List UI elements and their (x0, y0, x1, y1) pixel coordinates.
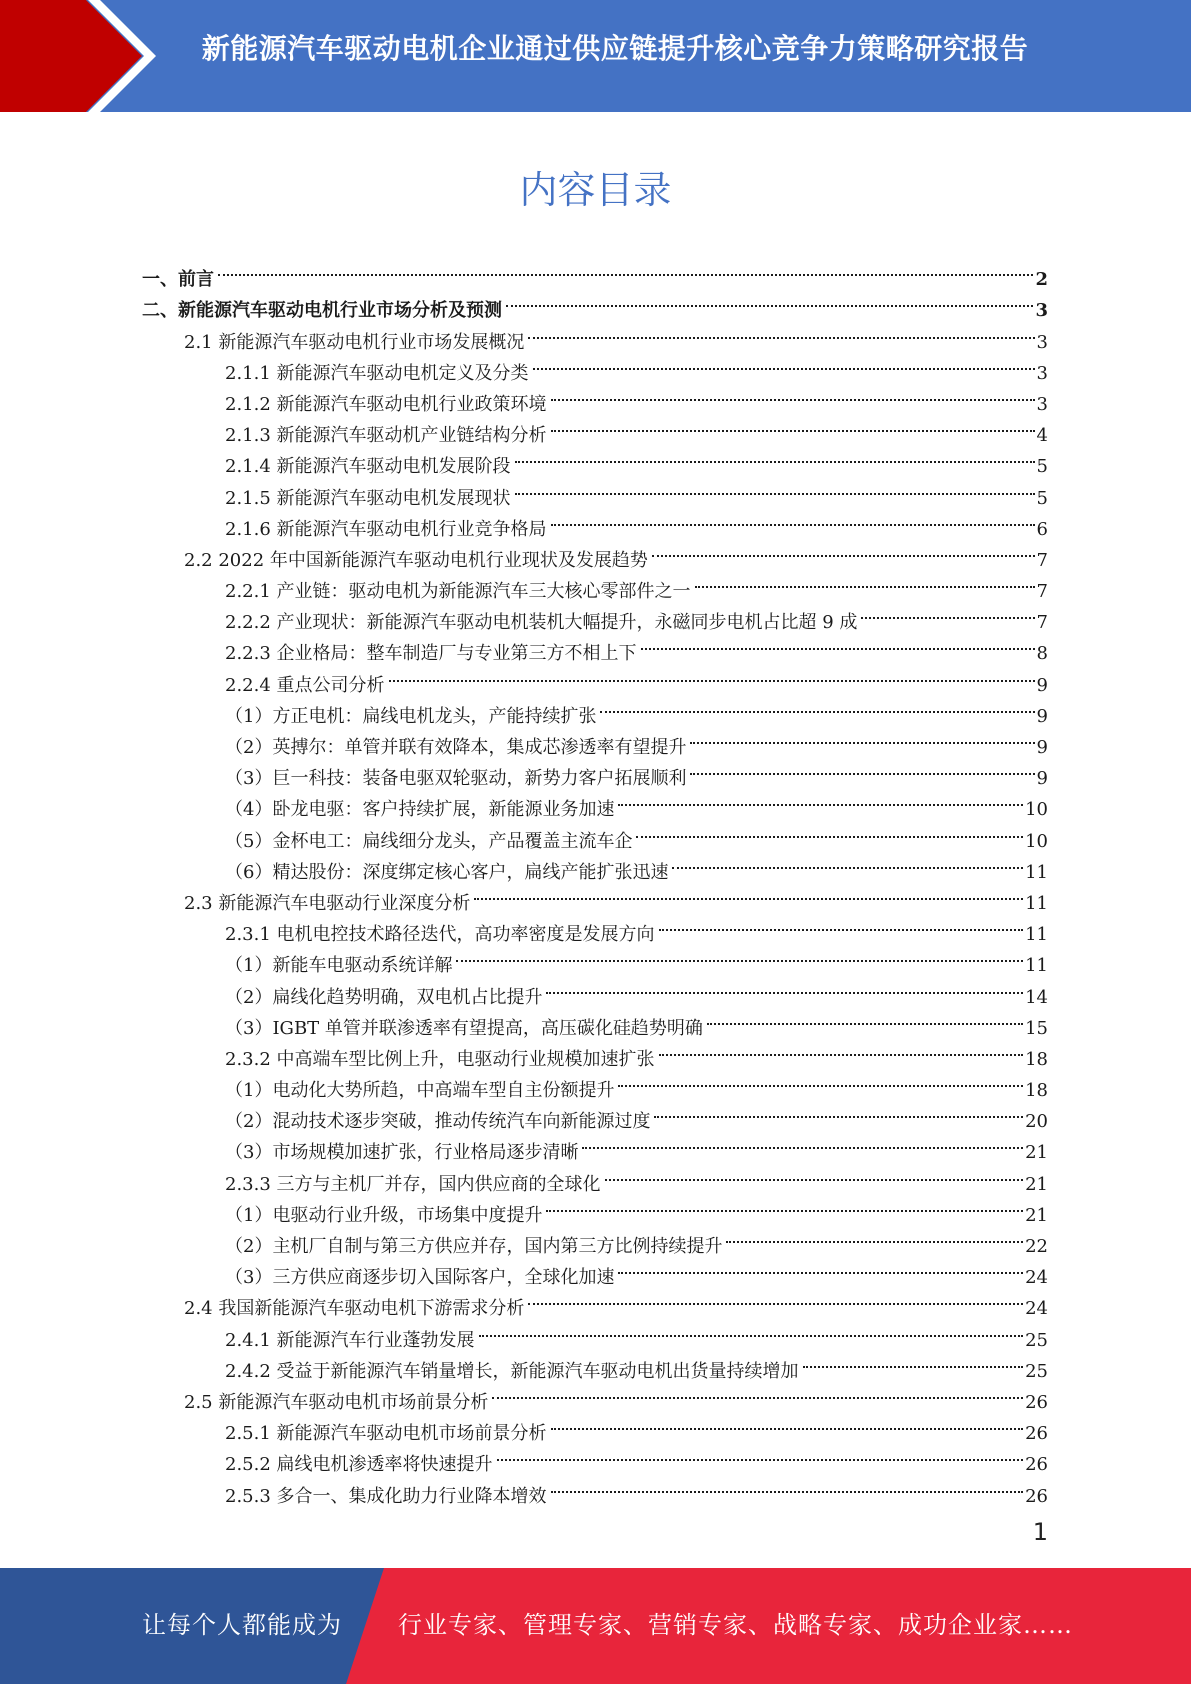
toc-entry-title: 2.1.6 新能源汽车驱动电机行业竞争格局 (225, 518, 547, 540)
table-of-contents (142, 254, 1048, 1507)
dot-leader (690, 722, 1034, 753)
toc-entry-page: 26 (1025, 1454, 1048, 1476)
toc-entry-title: 2.1.4 新能源汽车驱动电机发展阶段 (225, 456, 511, 478)
toc-entry-title: 2.1.3 新能源汽车驱动机产业链结构分析 (225, 425, 547, 447)
toc-entry-page: 11 (1025, 924, 1048, 946)
toc-entry-title: 2.2.3 企业格局：整车制造厂与专业第三方不相上下 (225, 643, 637, 665)
dot-leader (218, 254, 1033, 285)
dot-leader (533, 348, 1035, 379)
toc-entry-title: 2.5 新能源汽车驱动电机市场前景分析 (184, 1391, 489, 1413)
toc-entry-title: 2.5.2 扁线电机渗透率将快速提升 (225, 1454, 493, 1476)
toc-entry-title: 2.1.5 新能源汽车驱动电机发展现状 (225, 487, 511, 509)
toc-entry-page: 18 (1025, 1048, 1048, 1070)
dot-leader (389, 659, 1035, 690)
toc-entry-page: 10 (1025, 799, 1048, 821)
toc-entry-page: 21 (1025, 1173, 1048, 1195)
toc-entry-page: 20 (1025, 1111, 1048, 1133)
toc-entry-title: 2.3.3 三方与主机厂并存，国内供应商的全球化 (225, 1173, 601, 1195)
header-banner (0, 0, 1191, 112)
toc-entry-title: （2）扁线化趋势明确，双电机占比提升 (225, 986, 543, 1008)
toc-entry-page: 3 (1036, 362, 1048, 384)
toc-entry-title: 2.1.1 新能源汽车驱动电机定义及分类 (225, 362, 529, 384)
toc-entry-page: 15 (1025, 1017, 1048, 1039)
toc-entry-page: 24 (1025, 1298, 1048, 1320)
toc-entry-page: 18 (1025, 1080, 1048, 1102)
toc-entry-title: 2.3.2 中高端车型比例上升，电驱动行业规模加速扩张 (225, 1048, 655, 1070)
toc-entry-title: （1）新能车电驱动系统详解 (225, 955, 453, 977)
toc-entry-title: 2.2.1 产业链：驱动电机为新能源汽车三大核心零部件之一 (225, 581, 691, 603)
toc-entry-page: 9 (1036, 674, 1048, 696)
toc-entry-title: 二、新能源汽车驱动电机行业市场分析及预测 (142, 300, 502, 322)
toc-entry-title: （2）混动技术逐步突破，推动传统汽车向新能源过度 (225, 1111, 651, 1133)
toc-entry-title: 2.5.3 多合一、集成化助力行业降本增效 (225, 1485, 547, 1507)
toc-entry-page: 10 (1025, 830, 1048, 852)
toc-entry-page: 14 (1025, 986, 1048, 1008)
toc-heading: 内容目录 (519, 168, 672, 212)
dot-leader (551, 410, 1035, 441)
footer-professions: 行业专家、管理专家、营销专家、战略专家、成功企业家…… (398, 1611, 1073, 1639)
dot-leader (672, 847, 1023, 878)
dot-leader (636, 815, 1023, 846)
toc-entry-page: 3 (1036, 393, 1048, 415)
dot-leader (479, 1314, 1024, 1345)
toc-entry-title: （3）三方供应商逐步切入国际客户，全球化加速 (225, 1267, 615, 1289)
toc-entry-title: （6）精达股份：深度绑定核心客户，扁线产能扩张迅速 (225, 861, 669, 883)
toc-entry-page: 24 (1025, 1267, 1048, 1289)
toc-entry-page: 11 (1025, 892, 1048, 914)
toc-entry[interactable] (142, 254, 1048, 291)
dot-leader (551, 379, 1035, 410)
toc-entry-page: 26 (1025, 1423, 1048, 1445)
dot-leader (618, 1065, 1023, 1096)
toc-entry-title: 2.1 新能源汽车驱动电机行业市场发展概况 (184, 331, 525, 353)
toc-entry-page: 25 (1025, 1360, 1048, 1382)
toc-entry-title: 2.1.2 新能源汽车驱动电机行业政策环境 (225, 393, 547, 415)
dot-leader (726, 1221, 1023, 1252)
toc-entry-title: 一、前言 (142, 269, 214, 291)
dot-leader (861, 597, 1034, 628)
toc-entry-page: 11 (1025, 955, 1048, 977)
toc-entry-title: （5）金杯电工：扁线细分龙头，产品覆盖主流车企 (225, 830, 633, 852)
dot-leader (600, 691, 1034, 722)
dot-leader (641, 628, 1035, 659)
dot-leader (618, 1252, 1023, 1283)
dot-leader (654, 1096, 1023, 1127)
report-title: 新能源汽车驱动电机企业通过供应链提升核心竞争力策略研究报告 (201, 32, 1029, 65)
dot-leader (506, 285, 1033, 316)
toc-entry-title: 2.2 2022 年中国新能源汽车驱动电机行业现状及发展趋势 (184, 549, 648, 571)
dot-leader (546, 1190, 1023, 1221)
toc-entry-page: 5 (1036, 487, 1048, 509)
toc-entry-page: 22 (1025, 1236, 1048, 1257)
toc-entry-title: （1）电驱动行业升级，市场集中度提升 (225, 1204, 543, 1226)
toc-entry-title: 2.2.2 产业现状：新能源汽车驱动电机装机大幅提升，永磁同步电机占比超 9 成 (225, 612, 858, 634)
toc-entry-page: 8 (1036, 643, 1048, 665)
toc-entry-title: 2.4 我国新能源汽车驱动电机下游需求分析 (184, 1298, 525, 1320)
toc-entry-title: 2.4.2 受益于新能源汽车销量增长，新能源汽车驱动电机出货量持续增加 (225, 1360, 799, 1382)
toc-entry-page: 7 (1036, 549, 1048, 571)
dot-leader (695, 566, 1035, 597)
toc-entry-page: 11 (1025, 861, 1048, 883)
toc-entry-title: （3）市场规模加速扩张，行业格局逐步清晰 (225, 1142, 579, 1164)
toc-entry-page: 9 (1036, 705, 1048, 727)
dot-leader (707, 1003, 1023, 1034)
toc-entry-title: 2.3.1 电机电控技术路径迭代，高功率密度是发展方向 (225, 924, 655, 946)
dot-leader (803, 1346, 1024, 1377)
toc-entry-page: 26 (1025, 1391, 1048, 1413)
toc-entry-page: 2 (1035, 269, 1048, 291)
dot-leader (497, 1439, 1024, 1470)
toc-entry-title: （3）IGBT 单管并联渗透率有望提高，高压碳化硅趋势明确 (225, 1017, 703, 1039)
toc-entry-page: 21 (1025, 1142, 1048, 1164)
dot-leader (659, 1034, 1024, 1065)
toc-entry-title: （2）英搏尔：单管并联有效降本，集成芯渗透率有望提升 (225, 737, 687, 758)
toc-entry-page: 26 (1025, 1485, 1048, 1507)
dot-leader (659, 909, 1024, 940)
toc-entry-title: （3）巨一科技：装备电驱双轮驱动，新势力客户拓展顺利 (225, 768, 687, 790)
toc-entry-title: （2）主机厂自制与第三方供应并存，国内第三方比例持续提升 (225, 1236, 723, 1257)
toc-entry-page: 3 (1036, 331, 1048, 353)
toc-entry-title: （1）方正电机：扁线电机龙头，产能持续扩张 (225, 705, 597, 727)
footer-slogan: 让每个人都能成为 (142, 1611, 342, 1639)
dot-leader (515, 441, 1035, 472)
dot-leader (605, 1158, 1024, 1189)
toc-entry-page: 21 (1025, 1204, 1048, 1226)
dot-leader (474, 878, 1023, 909)
dot-leader (528, 1283, 1023, 1314)
toc-entry-page: 6 (1036, 518, 1048, 540)
toc-entry-page: 9 (1036, 737, 1048, 758)
dot-leader (551, 1470, 1024, 1501)
toc-entry-page: 5 (1036, 456, 1048, 478)
dot-leader (690, 753, 1034, 784)
footer-banner (0, 1568, 1191, 1684)
toc-entry-title: （1）电动化大势所趋，中高端车型自主份额提升 (225, 1080, 615, 1102)
dot-leader (515, 472, 1035, 503)
toc-entry-title: 2.5.1 新能源汽车驱动电机市场前景分析 (225, 1423, 547, 1445)
toc-entry-page: 9 (1036, 768, 1048, 790)
toc-entry-page: 7 (1036, 581, 1048, 603)
toc-entry[interactable] (142, 285, 1048, 322)
dot-leader (652, 535, 1035, 566)
toc-entry-title: （4）卧龙电驱：客户持续扩展，新能源业务加速 (225, 799, 615, 821)
toc-entry-title: 2.2.4 重点公司分析 (225, 674, 385, 696)
dot-leader (546, 971, 1023, 1002)
toc-entry-page: 7 (1036, 612, 1048, 634)
toc-entry-title: 2.4.1 新能源汽车行业蓬勃发展 (225, 1329, 475, 1351)
dot-leader (551, 504, 1035, 535)
toc-entry-page: 25 (1025, 1329, 1048, 1351)
dot-leader (551, 1408, 1024, 1439)
dot-leader (582, 1127, 1023, 1158)
toc-entry-title: 2.3 新能源汽车电驱动行业深度分析 (184, 892, 471, 914)
dot-leader (618, 784, 1023, 815)
toc-entry-page: 3 (1035, 300, 1048, 322)
dot-leader (456, 940, 1023, 971)
dot-leader (492, 1377, 1023, 1408)
dot-leader (528, 316, 1034, 347)
toc-entry-page: 4 (1036, 425, 1048, 447)
page-number: 1 (1032, 1518, 1048, 1546)
